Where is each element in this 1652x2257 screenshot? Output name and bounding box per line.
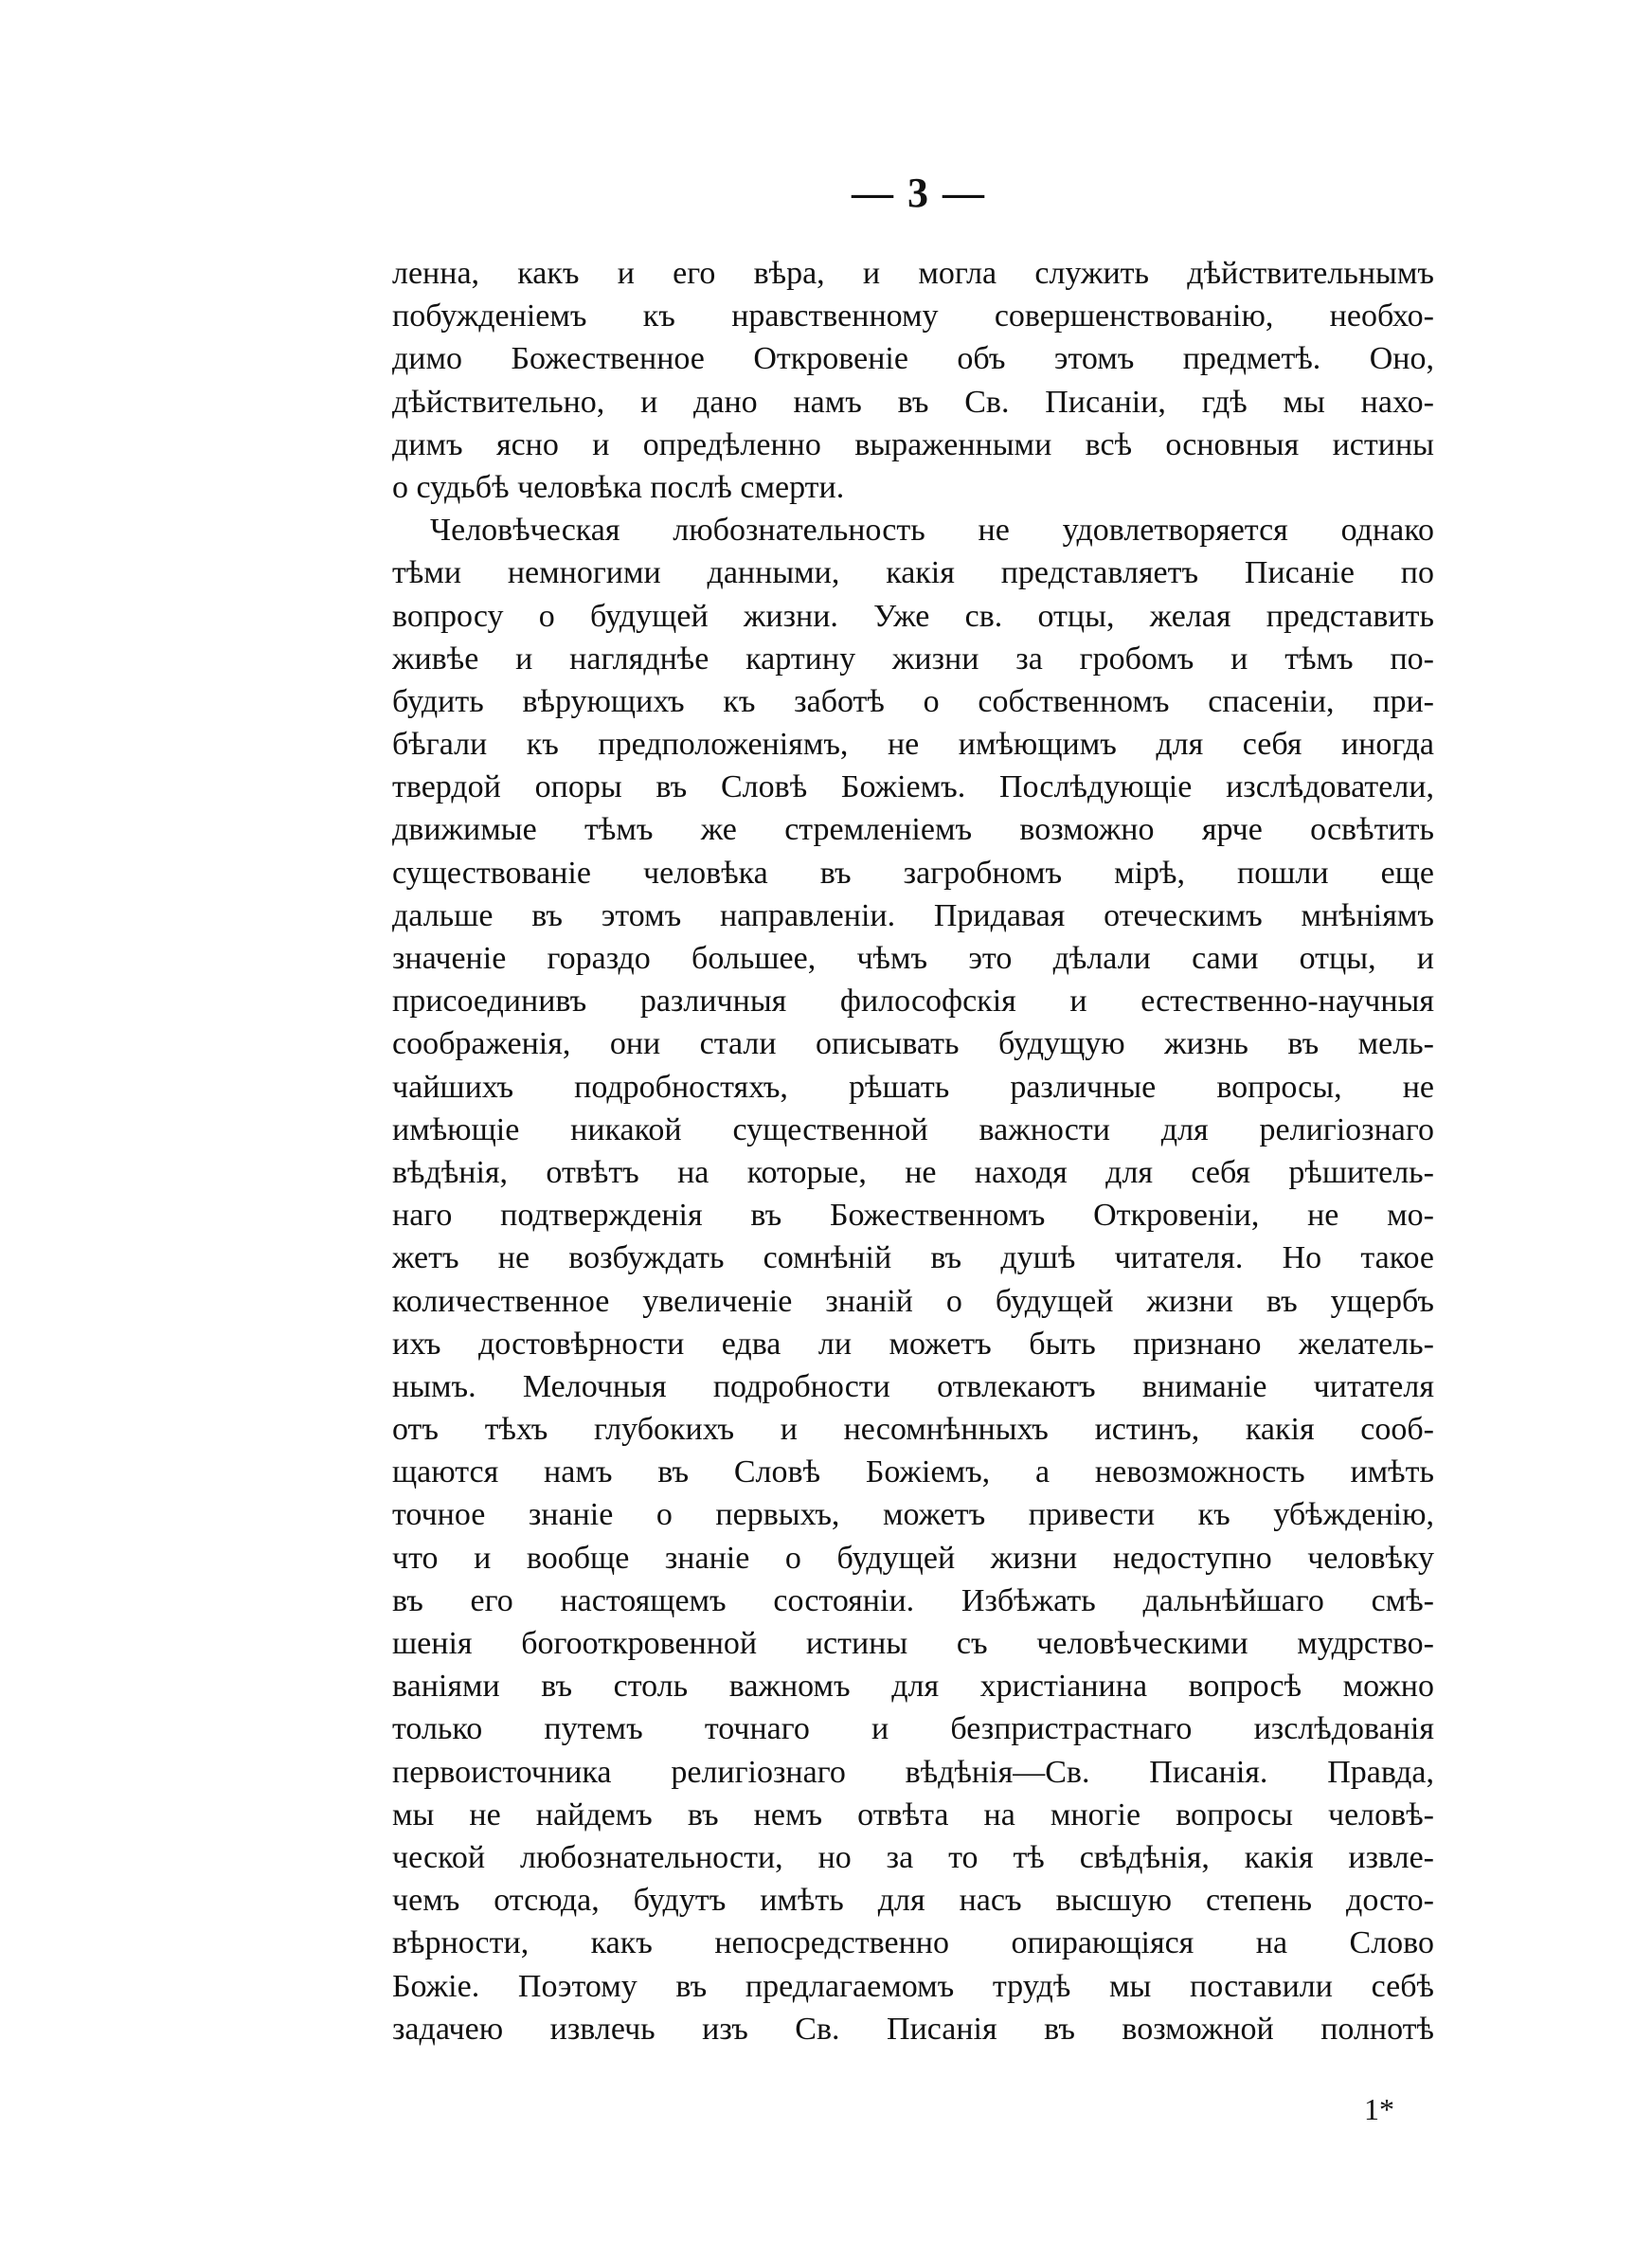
text-line: будить вѣрующихъ къ заботѣ о собственномъ спасеніи, при- xyxy=(392,683,1434,719)
text-line: имѣющіе никакой существенной важности для религіознаго xyxy=(392,1111,1434,1147)
text-line: чайшихъ подробностяхъ, рѣшать различные вопросы, не xyxy=(392,1069,1434,1105)
text-line: отъ тѣхъ глубокихъ и несомнѣнныхъ истинъ, какія сооб- xyxy=(392,1412,1434,1448)
text-line: присоединивъ различныя философскія и естественно-научныя xyxy=(392,984,1434,1020)
text-line: щаются намъ въ Словѣ Божіемъ, а невозможность имѣть xyxy=(392,1454,1434,1490)
text-line: задачею извлечь изъ Св. Писанія въ возможной полнотѣ xyxy=(392,2011,1434,2047)
text-line: вѣрности, какъ непосредственно опирающіяся на Слово xyxy=(392,1925,1434,1961)
page-number: — 3 — xyxy=(852,170,986,216)
text-line: Божіе. Поэтому въ предлагаемомъ трудѣ мы поставили себѣ xyxy=(392,1968,1434,2004)
text-line: ленна, какъ и его вѣра, и могла служить дѣйствительнымъ xyxy=(392,256,1434,291)
text-line: первоисточника религіознаго вѣдѣнія—Св. Писанія. Правда, xyxy=(392,1754,1434,1790)
text-line: ихъ достовѣрности едва ли можетъ быть признано желатель- xyxy=(392,1326,1434,1362)
text-line: о судьбѣ человѣка послѣ смерти. xyxy=(392,469,845,505)
text-line: только путемъ точнаго и безпристрастнаго изслѣдованія xyxy=(392,1711,1434,1747)
text-line: что и вообще знаніе о будущей жизни недоступно человѣку xyxy=(392,1540,1434,1576)
text-line: шенія богооткровенной истины съ человѣческими мудрство- xyxy=(392,1626,1434,1661)
text-line: димъ ясно и опредѣленно выраженными всѣ основныя истины xyxy=(392,426,1434,462)
signature-mark: 1* xyxy=(1364,2092,1394,2126)
body-text xyxy=(392,252,1434,2050)
text-line: значеніе гораздо большее, чѣмъ это дѣлали сами отцы, и xyxy=(392,941,1434,976)
text-line: мы не найдемъ въ немъ отвѣта на многіе вопросы человѣ- xyxy=(392,1797,1434,1833)
text-line: ваніями въ столь важномъ для христіанина вопросѣ можно xyxy=(392,1669,1434,1705)
text-line: твердой опоры въ Словѣ Божіемъ. Послѣдующіе изслѣдователи, xyxy=(392,769,1434,805)
text-line: существованіе человѣка въ загробномъ мірѣ, пошли еще xyxy=(392,855,1434,891)
text-line: вѣдѣнія, отвѣтъ на которые, не находя для себя рѣшитель- xyxy=(392,1154,1434,1190)
text-line: жетъ не возбуждать сомнѣній въ душѣ читателя. Но такое xyxy=(392,1240,1434,1276)
text-line: Человѣческая любознательность не удовлетворяется однако xyxy=(430,513,1434,549)
text-line: количественное увеличеніе знаній о будущей жизни въ ущербъ xyxy=(392,1283,1434,1319)
text-line: бѣгали къ предположеніямъ, не имѣющимъ для себя иногда xyxy=(392,727,1434,763)
text-line: наго подтвержденія въ Божественномъ Откровеніи, не мо- xyxy=(392,1198,1434,1234)
text-line: точное знаніе о первыхъ, можетъ привести къ убѣжденію, xyxy=(392,1497,1434,1533)
text-line: тѣми немногими данными, какія представляетъ Писаніе по xyxy=(392,555,1434,591)
text-line: соображенія, они стали описывать будущую жизнь въ мель- xyxy=(392,1026,1434,1062)
text-line: живѣе и нагляднѣе картину жизни за гробомъ и тѣмъ по- xyxy=(392,641,1434,677)
text-line: ческой любознательности, но за то тѣ свѣдѣнія, какія извле- xyxy=(392,1839,1434,1875)
text-line: побужденіемъ къ нравственному совершенствованію, необхо- xyxy=(392,298,1434,334)
text-line: дальше въ этомъ направленіи. Придавая отеческимъ мнѣніямъ xyxy=(392,897,1434,933)
text-line: движимые тѣмъ же стремленіемъ возможно ярче освѣтить xyxy=(392,812,1434,848)
text-line: нымъ. Мелочныя подробности отвлекаютъ вниманіе читателя xyxy=(392,1368,1434,1404)
text-line: чемъ отсюда, будутъ имѣть для насъ высшую степень досто- xyxy=(392,1883,1434,1919)
text-line: дѣйствительно, и дано намъ въ Св. Писаніи, гдѣ мы нахо- xyxy=(392,384,1434,420)
text-line: димо Божественное Откровеніе объ этомъ предметѣ. Оно, xyxy=(392,341,1434,377)
text-line: въ его настоящемъ состояніи. Избѣжать дальнѣйшаго смѣ- xyxy=(392,1582,1434,1618)
text-line: вопросу о будущей жизни. Уже св. отцы, желая представить xyxy=(392,598,1434,634)
